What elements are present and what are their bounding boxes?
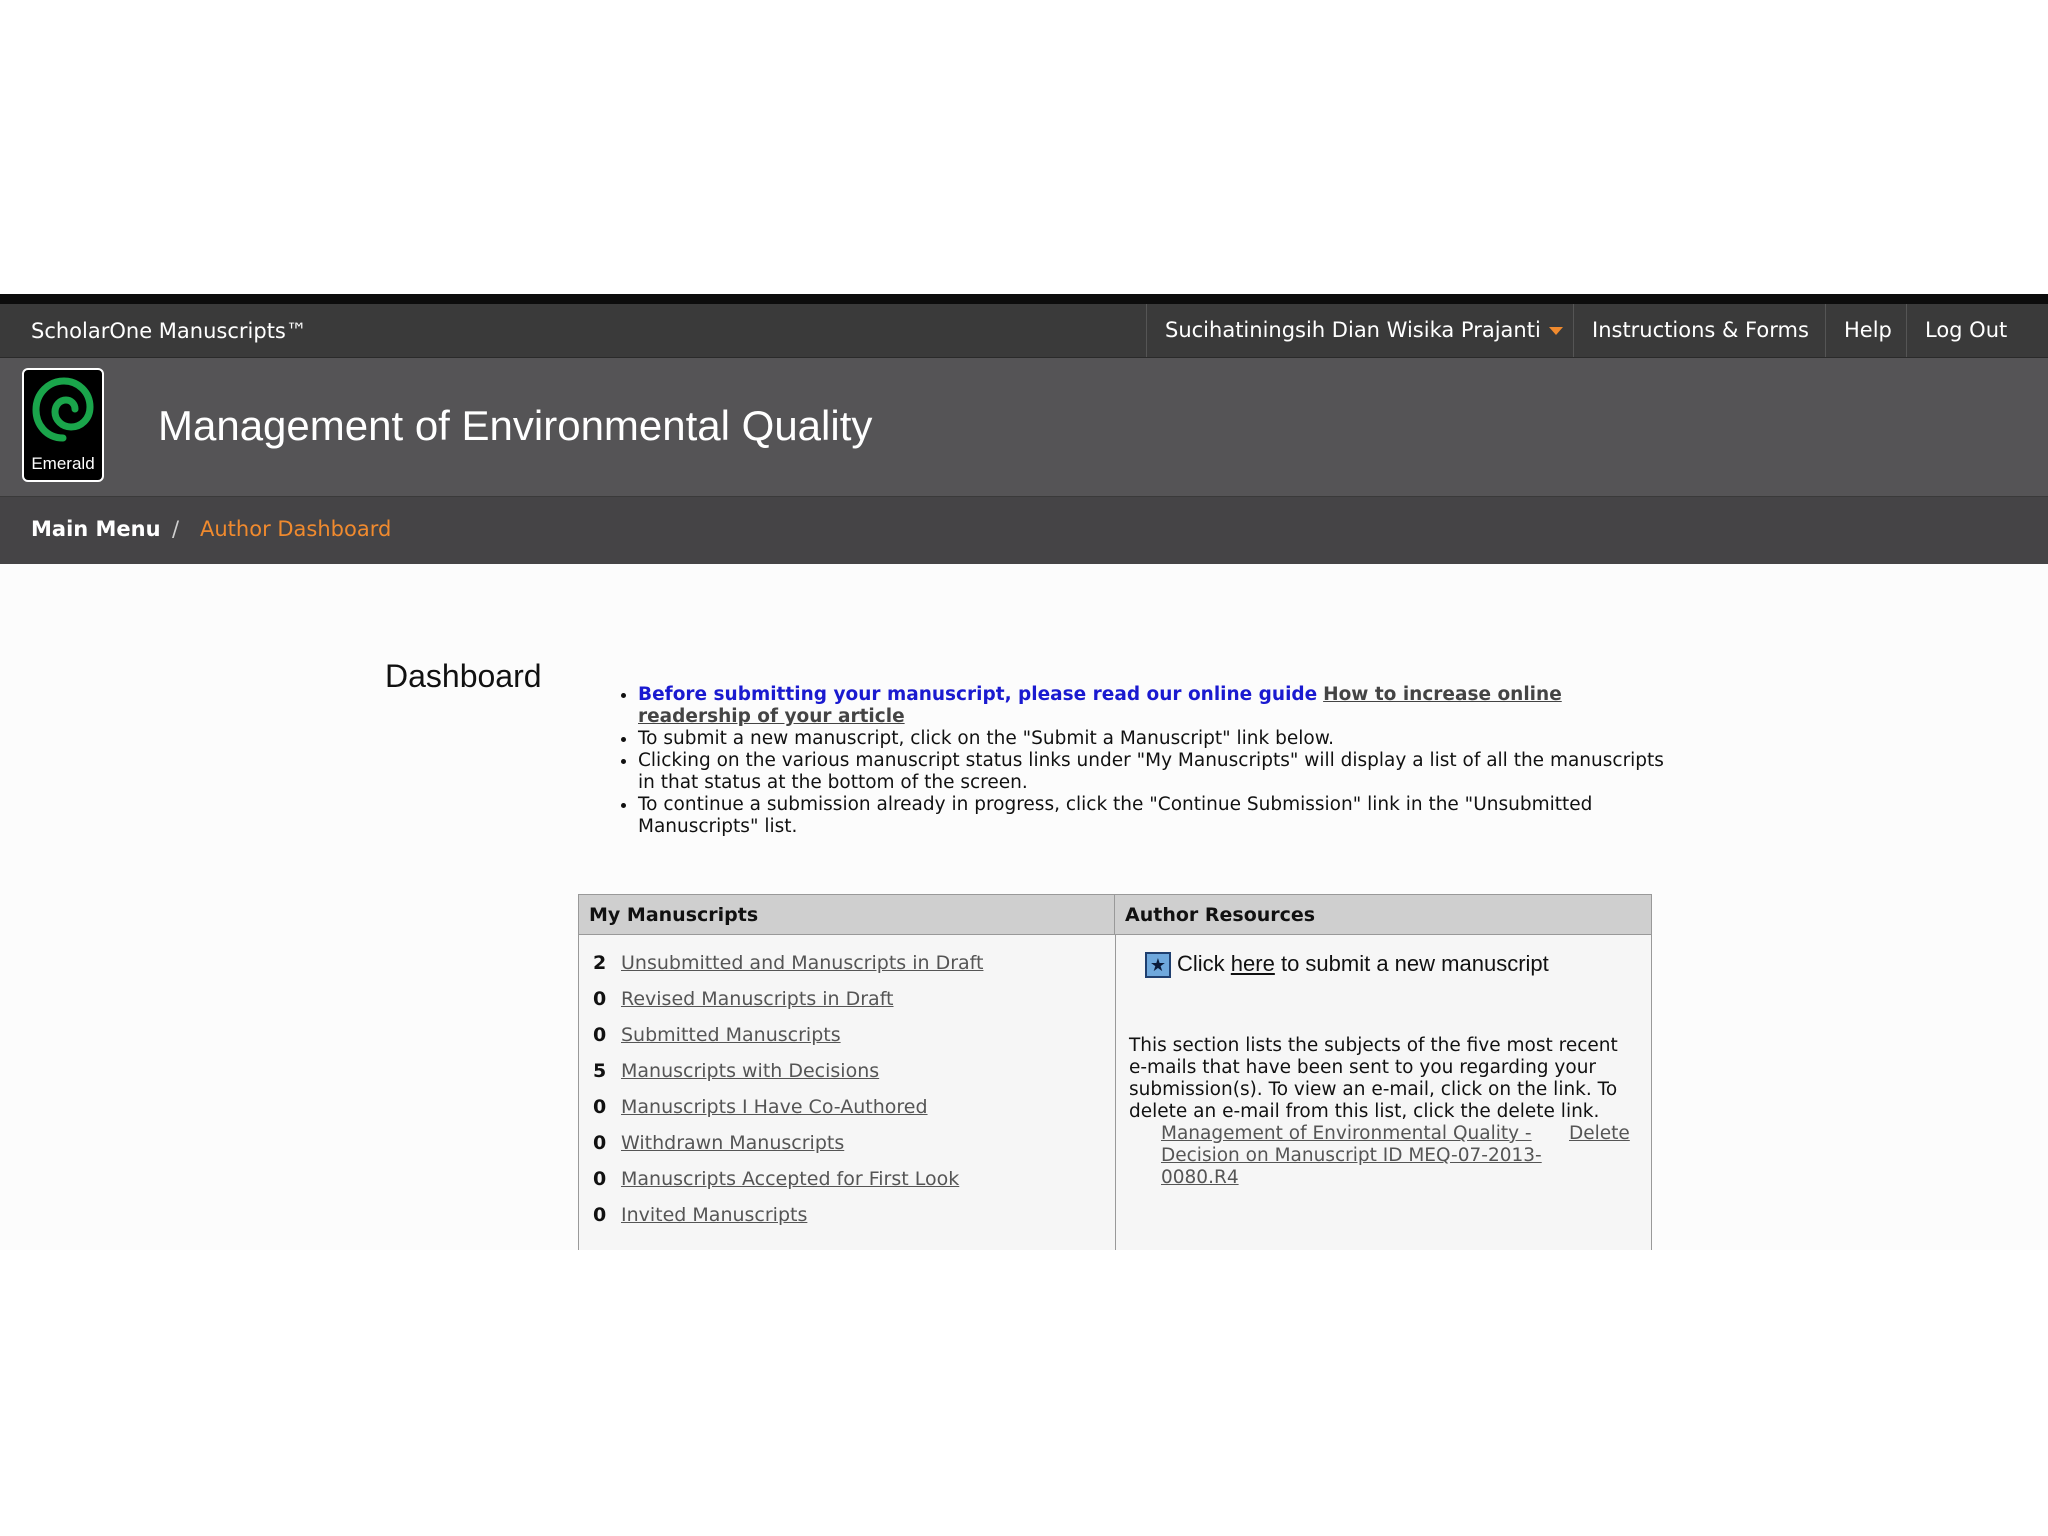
submit-prefix: Click <box>1177 951 1225 976</box>
status-count: 2 <box>593 952 607 974</box>
top-border <box>0 294 2048 304</box>
email-subject-link[interactable]: Management of Environmental Quality - Decision on Manuscript ID MEQ-07-2013-0080.R4 <box>1161 1123 1542 1188</box>
breadcrumb-main-menu[interactable]: Main Menu <box>31 517 161 541</box>
my-manuscripts-heading: My Manuscripts <box>579 895 1115 935</box>
brand-name: ScholarOne Manuscripts™ <box>31 319 307 343</box>
journal-header <box>0 358 2048 496</box>
status-count: 0 <box>593 1024 607 1046</box>
top-nav-bar <box>0 304 2048 358</box>
readership-guide-link[interactable]: How to increase online readership of your article <box>638 684 1562 727</box>
instruction-item <box>638 684 1678 728</box>
instruction-list <box>614 684 1678 838</box>
list-item <box>593 1095 983 1131</box>
logo-text: Emerald <box>31 454 95 473</box>
email-delete-link[interactable]: Delete <box>1569 1123 1630 1144</box>
submit-suffix: to submit a new manuscript <box>1280 951 1549 976</box>
status-link-invited[interactable]: Invited Manuscripts <box>621 1204 808 1226</box>
column-divider <box>1115 935 1116 1250</box>
status-link-decisions[interactable]: Manuscripts with Decisions <box>621 1060 880 1082</box>
journal-title: Management of Environmental Quality <box>158 402 873 449</box>
dashboard-panel <box>578 894 1652 1250</box>
status-count: 0 <box>593 1204 607 1226</box>
status-link-submitted[interactable]: Submitted Manuscripts <box>621 1024 841 1046</box>
caret-down-icon <box>1549 327 1563 335</box>
list-item <box>593 1131 983 1167</box>
list-item <box>593 987 983 1023</box>
instructions-forms-link[interactable]: Instructions & Forms <box>1573 304 1825 357</box>
status-count: 0 <box>593 1168 607 1190</box>
status-link-withdrawn[interactable]: Withdrawn Manuscripts <box>621 1132 845 1154</box>
status-link-co-authored[interactable]: Manuscripts I Have Co-Authored <box>621 1096 928 1118</box>
breadcrumb-current: Author Dashboard <box>200 517 392 541</box>
breadcrumb <box>0 496 2048 565</box>
page-title: Dashboard <box>385 658 542 694</box>
logout-link[interactable]: Log Out <box>1906 304 2048 357</box>
manuscript-status-list <box>593 951 983 1239</box>
status-link-revised-draft[interactable]: Revised Manuscripts in Draft <box>621 988 894 1010</box>
user-name: Sucihatiningsih Dian Wisika Prajanti <box>1165 318 1541 342</box>
status-link-first-look[interactable]: Manuscripts Accepted for First Look <box>621 1168 960 1190</box>
user-menu[interactable] <box>1146 304 1573 357</box>
list-item <box>593 1203 983 1239</box>
author-resources-heading: Author Resources <box>1115 895 1652 935</box>
emerald-logo-icon <box>22 368 104 482</box>
page-footer-space <box>0 1250 2048 1536</box>
status-count: 0 <box>593 1096 607 1118</box>
help-link[interactable]: Help <box>1825 304 1906 357</box>
list-item <box>593 1023 983 1059</box>
submit-manuscript-line <box>1145 951 1549 978</box>
instruction-item: • To submit a new manuscript, click on the "Submit a Manuscript" link below. <box>638 728 1678 750</box>
list-item <box>593 1059 983 1095</box>
instruction-item: • Clicking on the various manuscript status links under "My Manuscripts" will display a list of all the manuscripts in that status at the bottom of the screen. <box>638 750 1678 794</box>
breadcrumb-separator: / <box>172 517 180 541</box>
spiral-icon <box>32 376 94 446</box>
email-section-description: This section lists the subjects of the five most recent e-mails that have been sent to you regarding your submission(s). To view an e-mail, click on the link. To delete an e-mail from this list, click the delete link. <box>1129 1035 1618 1122</box>
status-link-unsubmitted[interactable]: Unsubmitted and Manuscripts in Draft <box>621 952 984 974</box>
status-count: 5 <box>593 1060 607 1082</box>
instruction-item: • To continue a submission already in progress, click the "Continue Submission" link in the "Unsubmitted Manuscripts" list. <box>638 794 1678 838</box>
status-count: 0 <box>593 988 607 1010</box>
list-item <box>593 1167 983 1203</box>
star-icon[interactable]: ★ <box>1145 952 1171 978</box>
list-item <box>593 951 983 987</box>
guide-notice: Before submitting your manuscript, please read our online guide <box>638 684 1318 705</box>
status-count: 0 <box>593 1132 607 1154</box>
main-content <box>0 564 2048 1250</box>
submit-here-link[interactable]: here <box>1230 951 1275 976</box>
